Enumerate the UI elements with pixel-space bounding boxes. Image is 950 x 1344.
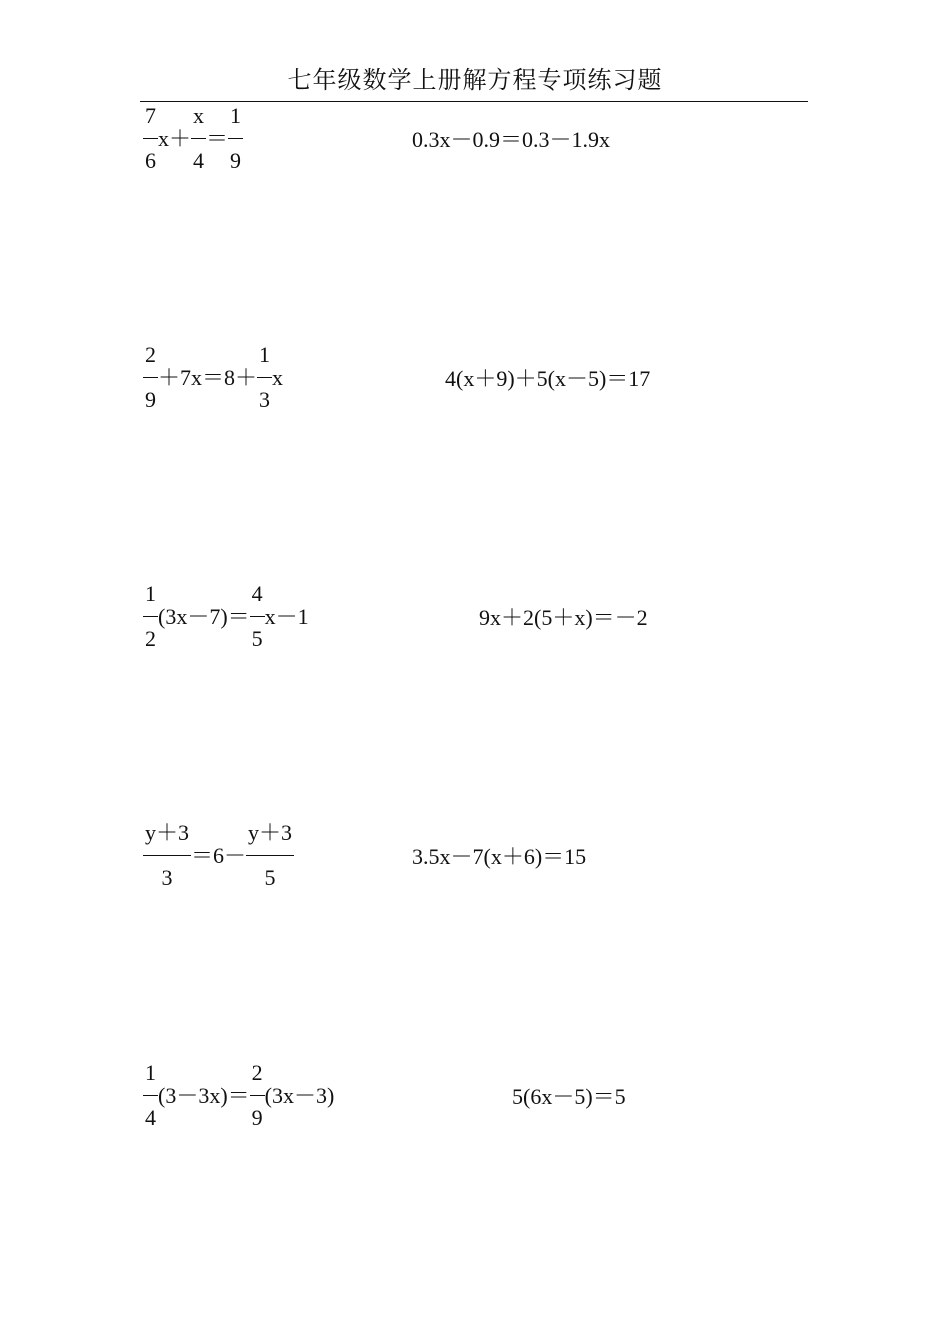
equation-5-right xyxy=(512,1086,626,1108)
numerator: 1 xyxy=(259,342,271,367)
equation-term: x－1 xyxy=(264,603,309,629)
fraction xyxy=(250,583,265,650)
fraction-bar xyxy=(250,1095,265,1096)
numerator: 1 xyxy=(145,1060,156,1085)
fraction-bar xyxy=(257,377,272,378)
fraction-bar xyxy=(246,855,294,856)
denominator: 9 xyxy=(145,387,156,412)
equation-term: x xyxy=(272,364,284,390)
equation-4-right xyxy=(412,846,586,868)
numerator: x xyxy=(193,103,205,128)
fraction-bar xyxy=(191,138,206,139)
equation-1-left xyxy=(143,105,243,172)
equation-term: (3－3x)＝ xyxy=(158,1082,250,1108)
denominator: 3 xyxy=(259,387,271,412)
fraction xyxy=(257,344,272,411)
fraction-bar xyxy=(250,616,265,617)
numerator: y＋3 xyxy=(248,820,293,845)
equation-text: 5(6x－5)＝5 xyxy=(512,1084,626,1109)
fraction xyxy=(143,583,158,650)
fraction-bar xyxy=(143,1095,158,1096)
denominator: 9 xyxy=(230,148,242,173)
numerator: 2 xyxy=(145,342,156,367)
equation-term: ＝6－ xyxy=(191,842,247,868)
fraction xyxy=(143,822,191,889)
equation-2-left xyxy=(143,344,283,411)
denominator: 5 xyxy=(264,865,276,890)
equation-text: 4(x＋9)＋5(x－5)＝17 xyxy=(445,366,651,391)
equation-2-right xyxy=(445,368,650,390)
equation-4-left xyxy=(143,822,294,889)
fraction-bar xyxy=(143,377,158,378)
fraction-bar xyxy=(143,616,158,617)
fraction xyxy=(143,105,158,172)
fraction-bar xyxy=(143,138,158,139)
page-title: 七年级数学上册解方程专项练习题 xyxy=(287,68,663,94)
numerator: 1 xyxy=(230,103,242,128)
fraction-bar xyxy=(228,138,243,139)
numerator: 2 xyxy=(251,1060,263,1085)
equation-3-right xyxy=(479,607,648,629)
equation-5-left xyxy=(143,1062,334,1129)
numerator: 1 xyxy=(145,581,156,606)
fraction xyxy=(250,1062,265,1129)
equation-term: ＋7x＝8＋ xyxy=(158,364,258,390)
equation-text: 3.5x－7(x＋6)＝15 xyxy=(412,844,587,869)
equation-term: x＋ xyxy=(158,125,192,151)
fraction xyxy=(143,1062,158,1129)
denominator: 9 xyxy=(251,1105,263,1130)
numerator: 4 xyxy=(251,581,263,606)
denominator: 4 xyxy=(145,1105,156,1130)
fraction xyxy=(228,105,243,172)
header-divider xyxy=(140,101,808,102)
equation-term: (3x－3) xyxy=(264,1082,335,1108)
equation-term: (3x－7)＝ xyxy=(158,603,250,629)
denominator: 4 xyxy=(193,148,205,173)
fraction xyxy=(143,344,158,411)
equation-3-left xyxy=(143,583,309,650)
equation-1-right xyxy=(412,129,610,151)
denominator: 3 xyxy=(161,865,173,890)
denominator: 5 xyxy=(251,626,263,651)
numerator: 7 xyxy=(145,103,156,128)
equation-text: 9x＋2(5＋x)＝－2 xyxy=(479,605,648,630)
fraction-bar xyxy=(143,855,191,856)
denominator: 6 xyxy=(145,148,156,173)
fraction xyxy=(191,105,206,172)
denominator: 2 xyxy=(145,626,156,651)
fraction xyxy=(246,822,294,889)
equation-text: 0.3x－0.9＝0.3－1.9x xyxy=(412,127,611,152)
equation-term: ＝ xyxy=(206,125,229,151)
numerator: y＋3 xyxy=(145,820,190,845)
